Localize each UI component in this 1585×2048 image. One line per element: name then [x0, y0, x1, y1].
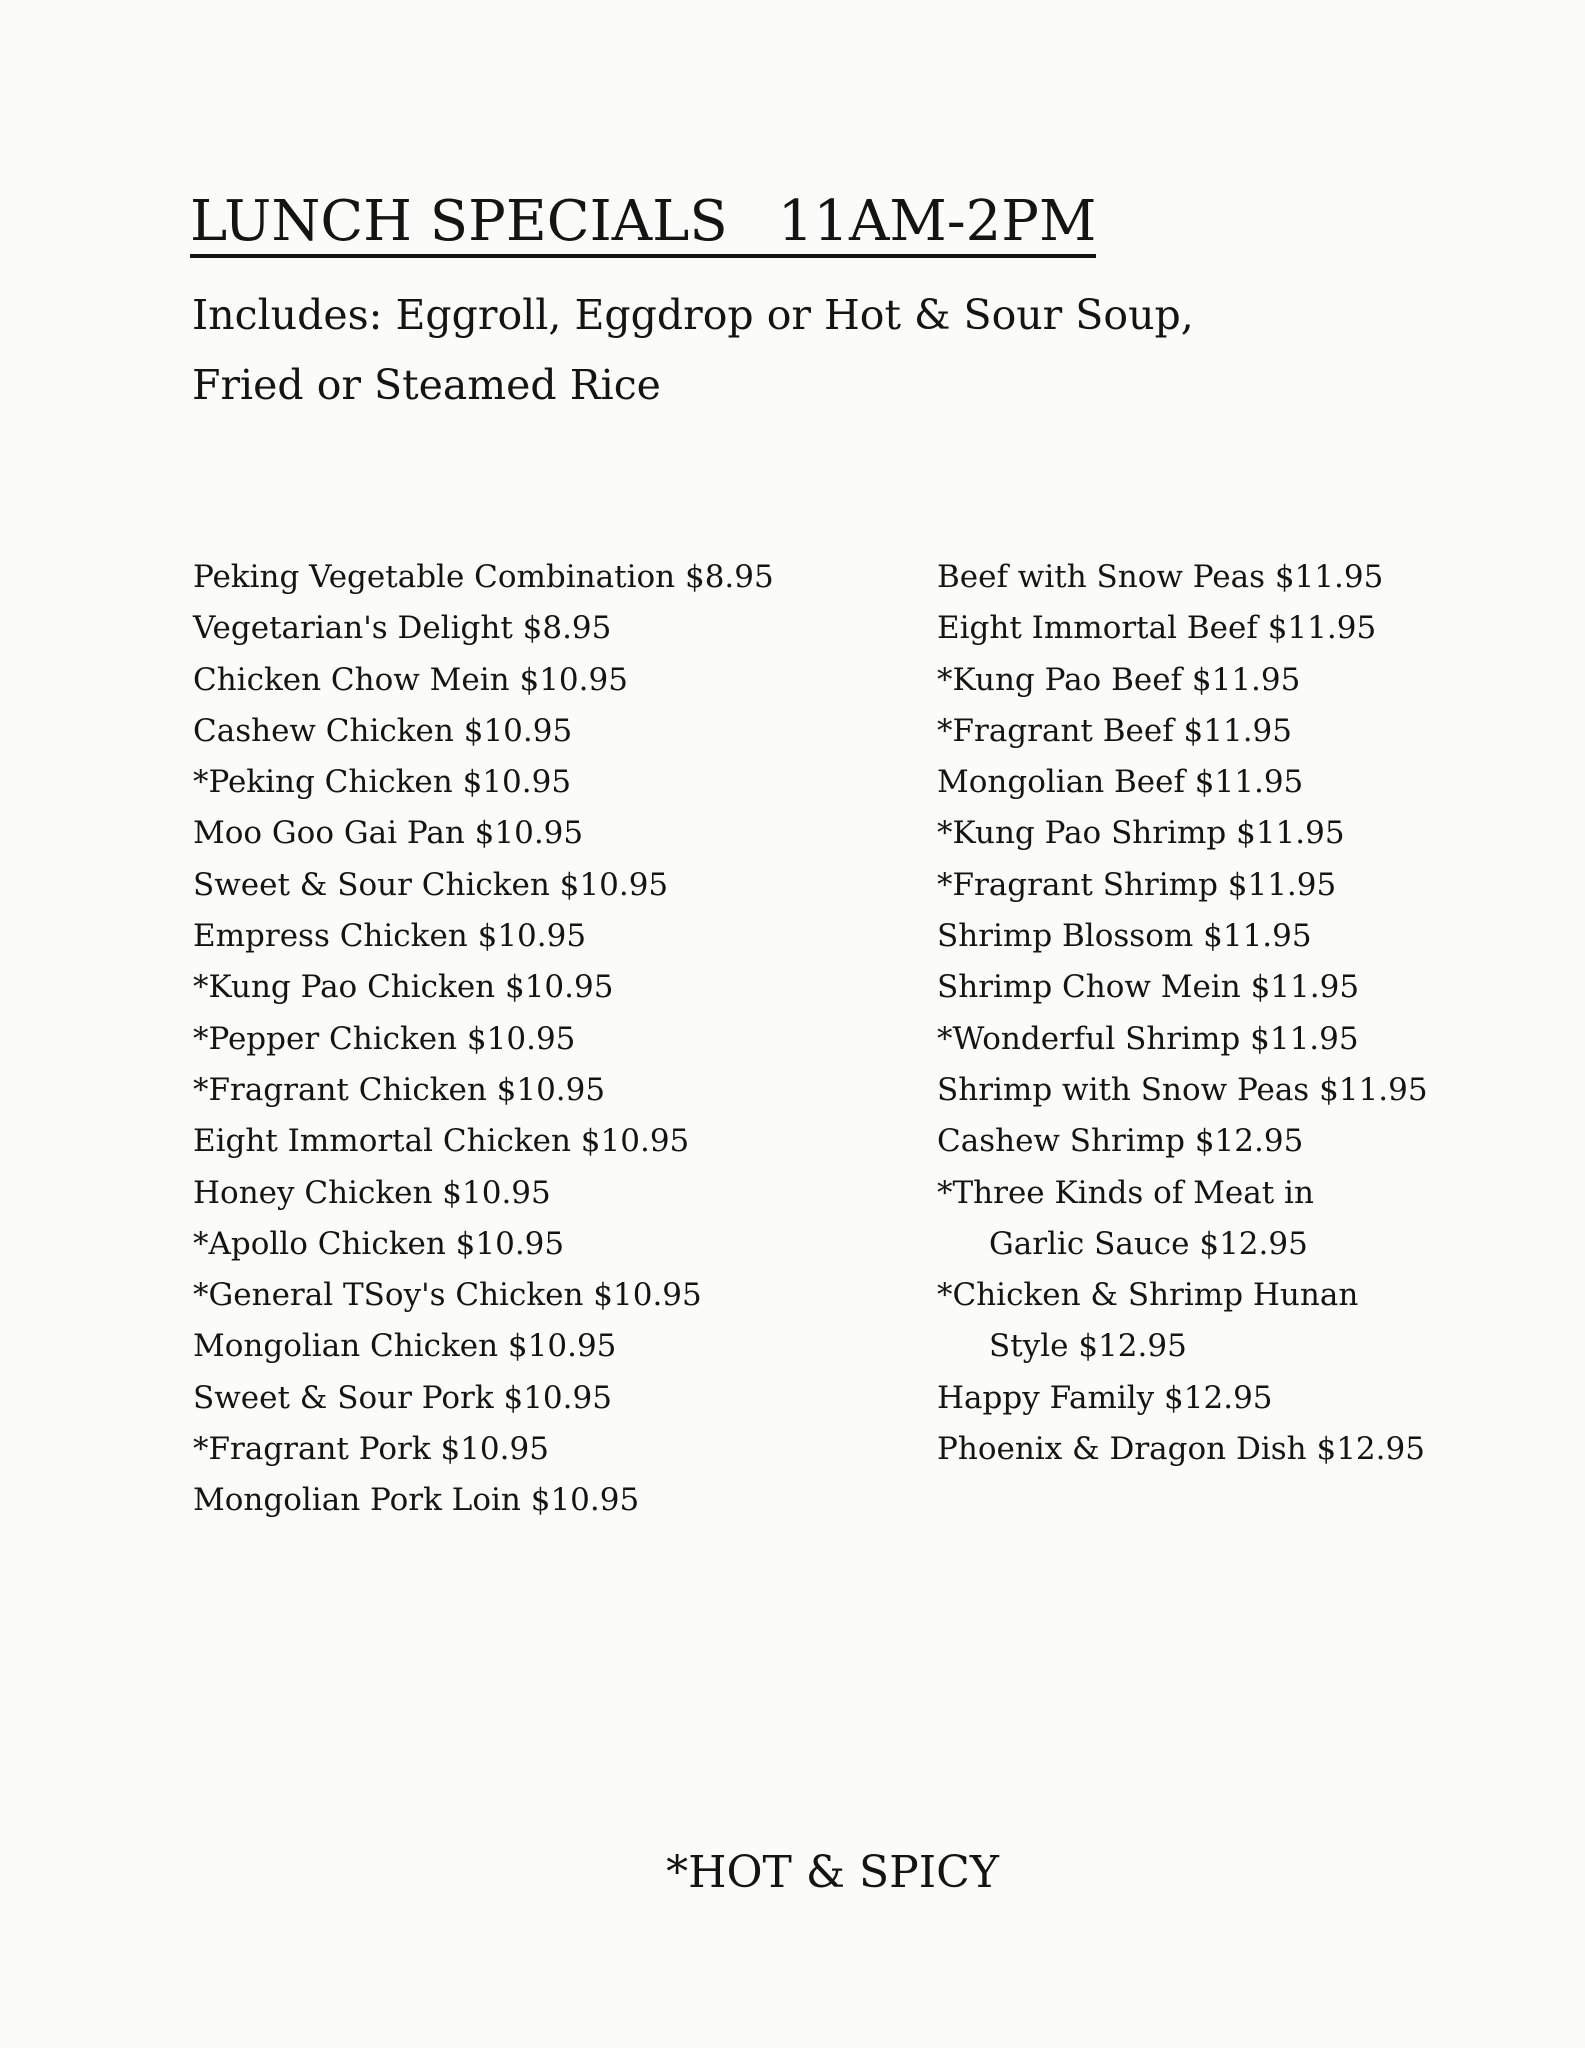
menu-item: Eight Immortal Chicken $10.95: [193, 1123, 690, 1160]
menu-item: *Three Kinds of Meat in: [937, 1174, 1314, 1211]
menu-item-continued: Garlic Sauce $12.95: [989, 1225, 1308, 1262]
menu-item: *Wonderful Shrimp $11.95: [937, 1020, 1359, 1057]
spicy-legend: [0, 1845, 1585, 1901]
menu-item: *Apollo Chicken $10.95: [193, 1225, 565, 1262]
menu-item: Cashew Shrimp $12.95: [937, 1123, 1304, 1160]
spicy-legend-text: *HOT & SPICY: [666, 1847, 999, 1898]
menu-item: *Fragrant Shrimp $11.95: [937, 866, 1337, 903]
menu-item: Chicken Chow Mein $10.95: [193, 661, 628, 698]
menu-item: Shrimp Blossom $11.95: [937, 918, 1312, 955]
includes-line-1: Includes: Eggroll, Eggdrop or Hot & Sour Soup,: [192, 291, 1194, 339]
menu-item: Honey Chicken $10.95: [193, 1174, 551, 1211]
menu-item: Cashew Chicken $10.95: [193, 712, 573, 749]
menu-item: Empress Chicken $10.95: [193, 918, 587, 955]
menu-item: *Peking Chicken $10.95: [193, 764, 572, 801]
menu-item: Mongolian Pork Loin $10.95: [193, 1482, 640, 1519]
title-main: LUNCH SPECIALS: [190, 189, 728, 254]
menu-item: Shrimp Chow Mein $11.95: [937, 969, 1360, 1006]
menu-item-continued: Style $12.95: [989, 1328, 1187, 1365]
menu-item: *Fragrant Chicken $10.95: [193, 1071, 606, 1108]
menu-item: Shrimp with Snow Peas $11.95: [937, 1071, 1428, 1108]
menu-item: Mongolian Chicken $10.95: [193, 1328, 617, 1365]
includes-line-2: Fried or Steamed Rice: [192, 361, 661, 409]
menu-item: Happy Family $12.95: [937, 1379, 1273, 1416]
menu-item: Moo Goo Gai Pan $10.95: [193, 815, 584, 852]
menu-item: *Kung Pao Chicken $10.95: [193, 969, 614, 1006]
menu-item: Peking Vegetable Combination $8.95: [193, 559, 774, 595]
menu-item: Beef with Snow Peas $11.95: [937, 559, 1384, 595]
menu-item: *Kung Pao Shrimp $11.95: [937, 815, 1345, 852]
title-time: 11AM-2PM: [777, 189, 1097, 254]
menu-item: *Fragrant Pork $10.95: [193, 1431, 549, 1468]
menu-item: Sweet & Sour Chicken $10.95: [193, 866, 669, 903]
includes-note: [192, 280, 1194, 420]
menu-item: Eight Immortal Beef $11.95: [937, 610, 1377, 647]
page-title: [190, 190, 1096, 258]
menu-item: *Fragrant Beef $11.95: [937, 712, 1293, 749]
menu-item: *General TSoy's Chicken $10.95: [193, 1277, 702, 1314]
menu-column-left: [193, 552, 774, 1527]
menu-item: *Pepper Chicken $10.95: [193, 1020, 576, 1057]
menu-item: Vegetarian's Delight $8.95: [193, 610, 612, 647]
menu-item: Sweet & Sour Pork $10.95: [193, 1379, 612, 1416]
menu-item: Mongolian Beef $11.95: [937, 764, 1304, 801]
menu-column-right: [937, 552, 1428, 1475]
menu-item: *Chicken & Shrimp Hunan: [937, 1277, 1359, 1314]
menu-item: Phoenix & Dragon Dish $12.95: [937, 1431, 1425, 1468]
menu-item: *Kung Pao Beef $11.95: [937, 661, 1301, 698]
